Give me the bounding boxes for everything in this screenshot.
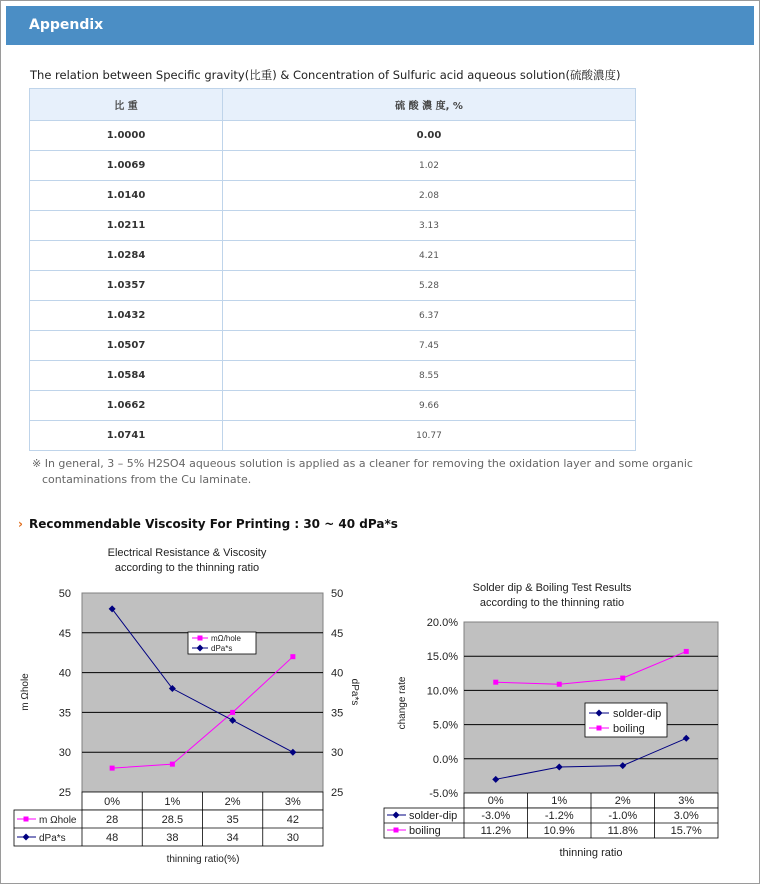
chevron-right-icon: › [18, 517, 23, 531]
concentration-cell: 3.13 [223, 211, 636, 241]
data-point [493, 680, 498, 685]
data-label: 3.0% [673, 810, 699, 822]
recommendation-title [18, 517, 398, 531]
y-tick-label: 20.0% [426, 617, 458, 629]
legend-label: solder-dip [613, 708, 662, 720]
gravity-table [29, 88, 636, 451]
y2-tick-label: 30 [331, 747, 344, 760]
data-point [557, 682, 562, 687]
y2-tick-label: 50 [331, 588, 344, 600]
table-row [30, 391, 636, 421]
y-tick-label: 10.0% [426, 685, 458, 698]
data-label: 28 [106, 814, 119, 826]
concentration-cell: 0.00 [223, 121, 636, 151]
data-label: -1.0% [608, 810, 638, 822]
data-label: 11.8% [607, 825, 638, 837]
section-header [6, 6, 754, 45]
specific-gravity-cell: 1.0211 [30, 211, 223, 241]
recommendation-title-text: Recommendable Viscosity For Printing : 30 ~ 40 dPa*s [28, 517, 398, 531]
y-axis-label: change rate [397, 676, 408, 730]
data-label: 42 [286, 814, 299, 826]
table-row [30, 151, 636, 181]
data-label: 35 [226, 814, 239, 826]
plot-area [82, 593, 323, 792]
legend-marker [198, 636, 203, 641]
table-row [30, 181, 636, 211]
data-label: 38 [166, 832, 179, 844]
y-tick-label: 30 [58, 747, 71, 760]
x-tick-label: 0% [104, 796, 121, 808]
concentration-cell: 6.37 [223, 301, 636, 331]
table-row [30, 271, 636, 301]
chart-title: Solder dip & Boiling Test Results [472, 582, 632, 594]
specific-gravity-cell: 1.0140 [30, 181, 223, 211]
y2-tick-label: 35 [331, 707, 344, 720]
data-point [230, 710, 235, 715]
legend-label: boiling [613, 723, 645, 735]
y-tick-label: 15.0% [426, 651, 458, 664]
x-tick-label: 2% [614, 795, 631, 807]
intro-text: The relation between Specific gravity(比重) & Concentration of Sulfuric acid aqueous solution(硫酸濃度) [30, 68, 621, 82]
concentration-cell: 4.21 [223, 241, 636, 271]
chart-subtitle: according to the thinning ratio [114, 562, 260, 574]
table-legend-marker [394, 828, 399, 833]
note-line-2: contaminations from the Cu laminate. [42, 473, 252, 486]
data-point [170, 762, 175, 767]
data-label: 28.5 [161, 814, 184, 826]
concentration-cell: 8.55 [223, 361, 636, 391]
solder-boiling-chart [380, 575, 740, 865]
specific-gravity-cell: 1.0432 [30, 301, 223, 331]
y-tick-label: 40 [58, 667, 71, 680]
specific-gravity-cell: 1.0000 [30, 121, 223, 151]
table-legend-marker [24, 817, 29, 822]
series-name: dPa*s [39, 833, 66, 844]
column-header-gravity: 比 重 [30, 89, 223, 121]
y-tick-label: 35 [58, 707, 71, 720]
y2-tick-label: 45 [331, 627, 344, 640]
concentration-cell: 2.08 [223, 181, 636, 211]
table-header-row [30, 89, 636, 121]
x-tick-label: 3% [284, 796, 301, 808]
data-label: 30 [286, 832, 299, 844]
concentration-cell: 7.45 [223, 331, 636, 361]
x-axis-label: thinning ratio [559, 847, 623, 859]
table-row [30, 121, 636, 151]
series-name: m Ωhole [39, 815, 77, 826]
y2-tick-label: 40 [331, 667, 344, 680]
data-point [684, 649, 689, 654]
table-row [30, 301, 636, 331]
chart-title: Electrical Resistance & Viscosity [107, 547, 267, 559]
specific-gravity-cell: 1.0357 [30, 271, 223, 301]
y-tick-label: 50 [58, 588, 71, 600]
y2-axis-label: dPa*s [349, 678, 360, 706]
x-tick-label: 1% [164, 796, 181, 808]
resistance-viscosity-chart [10, 540, 360, 870]
y-tick-label: -5.0% [429, 788, 458, 800]
specific-gravity-cell: 1.0069 [30, 151, 223, 181]
data-label: 48 [106, 832, 119, 844]
data-label: 34 [226, 832, 239, 844]
x-axis-label: thinning ratio(%) [166, 854, 240, 865]
data-label: 11.2% [480, 825, 511, 837]
concentration-cell: 10.77 [223, 421, 636, 451]
specific-gravity-cell: 1.0662 [30, 391, 223, 421]
specific-gravity-cell: 1.0284 [30, 241, 223, 271]
data-label: 15.7% [670, 825, 702, 837]
series-name: solder-dip [409, 810, 458, 822]
specific-gravity-cell: 1.0741 [30, 421, 223, 451]
specific-gravity-cell: 1.0584 [30, 361, 223, 391]
usage-note [32, 456, 732, 488]
legend-label: mΩ/hole [211, 634, 241, 643]
data-point [290, 654, 295, 659]
table-row [30, 421, 636, 451]
concentration-cell: 9.66 [223, 391, 636, 421]
table-row [30, 331, 636, 361]
x-tick-label: 2% [224, 796, 241, 808]
y-tick-label: 45 [58, 627, 71, 640]
legend-label: dPa*s [211, 644, 233, 653]
y-tick-label: 0.0% [432, 753, 458, 766]
x-tick-label: 3% [678, 795, 695, 807]
y-axis-label: m Ωhole [20, 673, 31, 711]
section-header-title: Appendix [29, 17, 104, 33]
data-point [620, 676, 625, 681]
data-label: 10.9% [543, 825, 575, 837]
table-row [30, 211, 636, 241]
x-tick-label: 1% [551, 795, 568, 807]
table-row [30, 241, 636, 271]
data-label: -3.0% [481, 810, 511, 822]
concentration-cell: 5.28 [223, 271, 636, 301]
concentration-cell: 1.02 [223, 151, 636, 181]
data-label: -1.2% [544, 810, 574, 822]
table-row [30, 361, 636, 391]
specific-gravity-cell: 1.0507 [30, 331, 223, 361]
note-line-1: ※ In general, 3 – 5% H2SO4 aqueous solution is applied as a cleaner for removing the oxidation layer and some organic [32, 457, 693, 470]
y-tick-label: 5.0% [432, 719, 458, 732]
data-point [110, 766, 115, 771]
chart-subtitle: according to the thinning ratio [479, 597, 625, 609]
y2-tick-label: 25 [331, 787, 344, 799]
series-name: boiling [409, 825, 441, 837]
x-tick-label: 0% [487, 795, 504, 807]
column-header-concentration: 硫 酸 濃 度, % [223, 89, 636, 121]
legend-marker [597, 726, 602, 731]
y-tick-label: 25 [58, 787, 71, 799]
